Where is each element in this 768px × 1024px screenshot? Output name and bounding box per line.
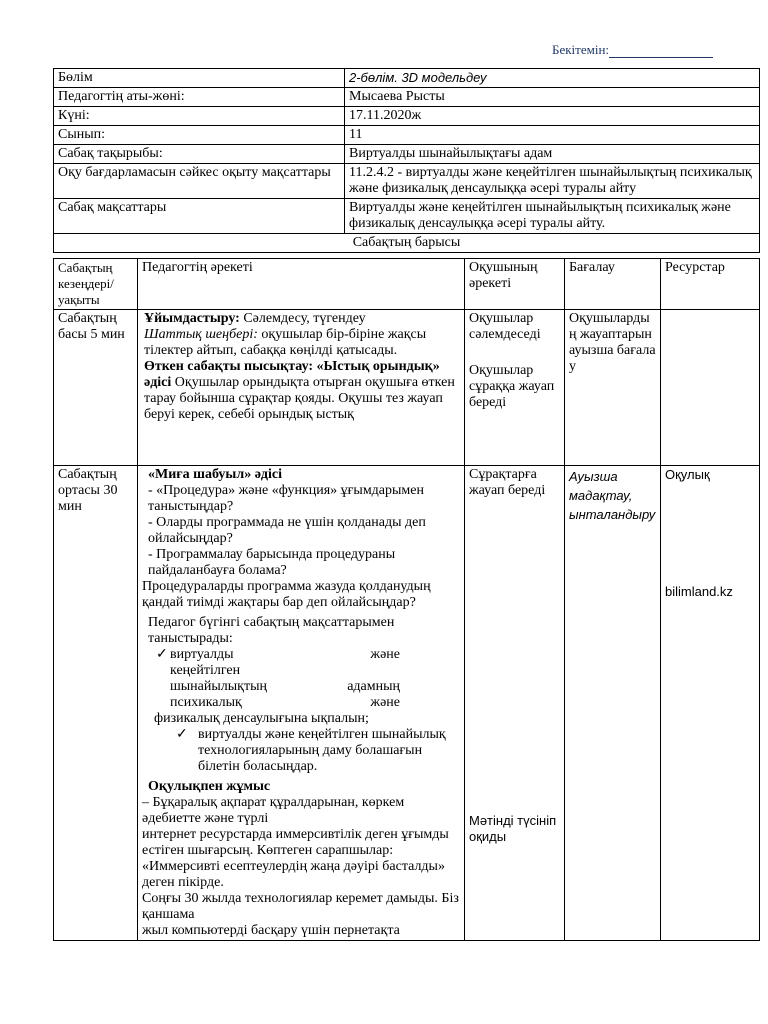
goal-word: шынайылықтың (170, 679, 268, 694)
checkmark-icon: ✓ (176, 727, 188, 742)
progress-title-row (54, 234, 760, 253)
progress-header-row (54, 259, 760, 310)
circle-title: Шаттық шеңбері: (144, 327, 258, 342)
column-header: Бағалау (565, 259, 661, 310)
column-header: Педагогтің әрекеті (138, 259, 465, 310)
stage-cell: Сабақтың басы 5 мин (54, 310, 138, 466)
question-2: - Оларды программада не үшін қолданады деп ойлайсыңдар? (148, 515, 426, 546)
info-row-lesson-goals (54, 199, 760, 234)
column-header: Оқушының әрекеті (465, 259, 565, 310)
student-activity-2: Мәтінді түсініп оқиды (469, 813, 557, 844)
lesson-info-table (53, 68, 760, 253)
info-value: Виртуалды шынайылықтағы адам (345, 145, 760, 164)
resource-textbook: Оқулық (665, 467, 710, 482)
textbook-work-text-2: интернет ресурстарда иммерсивтілік деген ұғымды естіген шығарсың. Көптеген сарапшылар: «Иммерсивті есептеулердің жаңа дәуірі басталды» деген пікірде. (142, 827, 449, 890)
progress-title: Сабақтың барысы (54, 234, 760, 253)
goal-word: және (370, 695, 400, 710)
goal-2-text: виртуалды және кеңейтілген шынайылық технологияларының даму болашағын білетін боласыңдар. (198, 727, 446, 774)
review-text: Оқушылар орындықта отырған оқушыға өткен тарау бойынша сұрақтар қояды. Оқушы тез жауап беруі керек, себебі орындық ыстық (144, 375, 455, 422)
column-header: Сабақтың кезеңдері/ уақыты (54, 259, 138, 310)
goal-word: кеңейтілген (170, 663, 241, 678)
student-activity-2: Оқушылар сұраққа жауап береді (469, 363, 555, 410)
info-key: Күні: (54, 107, 345, 126)
lesson-progress-table (53, 258, 760, 941)
info-key: Сынып: (54, 126, 345, 145)
info-key: Оқу бағдарламасын сәйкес оқыту мақсаттары (54, 164, 345, 199)
goal-word: және (370, 647, 400, 662)
stage-cell: Сабақтың ортасы 30 мин (54, 466, 138, 941)
info-key: Сабақ мақсаттары (54, 199, 345, 234)
resource-link: bilimland.kz (665, 584, 733, 599)
approval-label: Бекітемін: (552, 42, 610, 57)
organization-text: Сәлемдесу, түгендеу (239, 311, 366, 326)
circle-text: оқушылар бір-біріне жақсы тілектер айтып, сабаққа көңілді қатысады. (144, 327, 427, 358)
approval-line (552, 42, 713, 58)
info-key: Сабақ тақырыбы: (54, 145, 345, 164)
goal-item-1-end: физикалық денсаулығына ықпалын; (154, 711, 369, 726)
info-value: 11.2.4.2 - виртуалды және кеңейтілген шынайылықтың психикалық және физикалық денсаулыққа әсері туралы айту (345, 164, 760, 199)
resources-cell (661, 310, 760, 466)
info-row-date (54, 107, 760, 126)
info-value: 17.11.2020ж (345, 107, 760, 126)
question-4: Процедураларды программа жазуда қолданудың қандай тиімді жақтары бар деп ойлайсыңдар? (142, 579, 431, 610)
question-3: - Программалау барысында процедураны пайдаланбауға болама? (148, 547, 396, 578)
student-activity-cell (465, 466, 565, 941)
info-row-class (54, 126, 760, 145)
question-1: - «Процедура» және «функция» ұғымдарымен таныстыңдар? (148, 483, 424, 514)
info-row-curriculum-goals (54, 164, 760, 199)
organization-title: Ұйымдастыру: (144, 311, 240, 326)
review-paragraph (144, 359, 460, 423)
info-key: Педагогтің аты-жөні: (54, 88, 345, 107)
info-value: 2-бөлім. 3D модельдеу (345, 69, 760, 88)
assessment-cell: Оқушылардың жауаптарын ауызша бағалау (565, 310, 661, 466)
goal-item-2 (142, 727, 460, 775)
method-title: «Миға шабуыл» әдісі (148, 467, 282, 482)
textbook-work-title: Оқулықпен жұмыс (148, 779, 271, 794)
goals-intro: Педагог бүгінгі сабақтың мақсаттарымен таныстырады: (148, 615, 395, 646)
textbook-work-text-3: Соңғы 30 жылда технологиялар керемет дамыды. Біз қаншама (142, 891, 459, 922)
student-activity-1: Оқушылар сәлемдеседі (469, 311, 541, 342)
checkmark-icon: ✓ (156, 647, 168, 662)
organization-paragraph (144, 311, 460, 327)
resources-cell (661, 466, 760, 941)
student-activity-1: Сұрақтарға жауап береді (469, 467, 546, 498)
column-header: Ресурстар (661, 259, 760, 310)
signature-blank (609, 45, 713, 58)
info-value: Мысаева Рысты (345, 88, 760, 107)
stage-row-middle (54, 466, 760, 941)
goal-word: психикалық (170, 695, 242, 710)
goal-word: адамның (347, 679, 400, 694)
teacher-activity-cell (138, 466, 465, 941)
info-value: 11 (345, 126, 760, 145)
teacher-activity-cell (138, 310, 465, 466)
info-value: Виртуалды және кеңейтілген шынайылықтың психикалық және физикалық денсаулыққа әсері туралы айту. (345, 199, 760, 234)
info-key: Бөлім (54, 69, 345, 88)
textbook-work-text-4: жыл компьютерді басқару үшін пернетақта (142, 923, 400, 938)
circle-paragraph (144, 327, 460, 359)
info-row-topic (54, 145, 760, 164)
review-title: Өткен сабақты пысықтау: «Ыстық орындық» әдісі (144, 359, 440, 390)
info-row-section (54, 69, 760, 88)
assessment-cell: Ауызша мадақтау, ынталандыру (565, 466, 661, 941)
goal-item-1 (142, 647, 460, 711)
student-activity-cell (465, 310, 565, 466)
textbook-work-text-1: – Бұқаралық ақпарат құралдарынан, көркем әдебиетте және түрлі (142, 795, 405, 826)
info-row-teacher (54, 88, 760, 107)
stage-row-beginning (54, 310, 760, 466)
goal-word: виртуалды (170, 647, 234, 662)
